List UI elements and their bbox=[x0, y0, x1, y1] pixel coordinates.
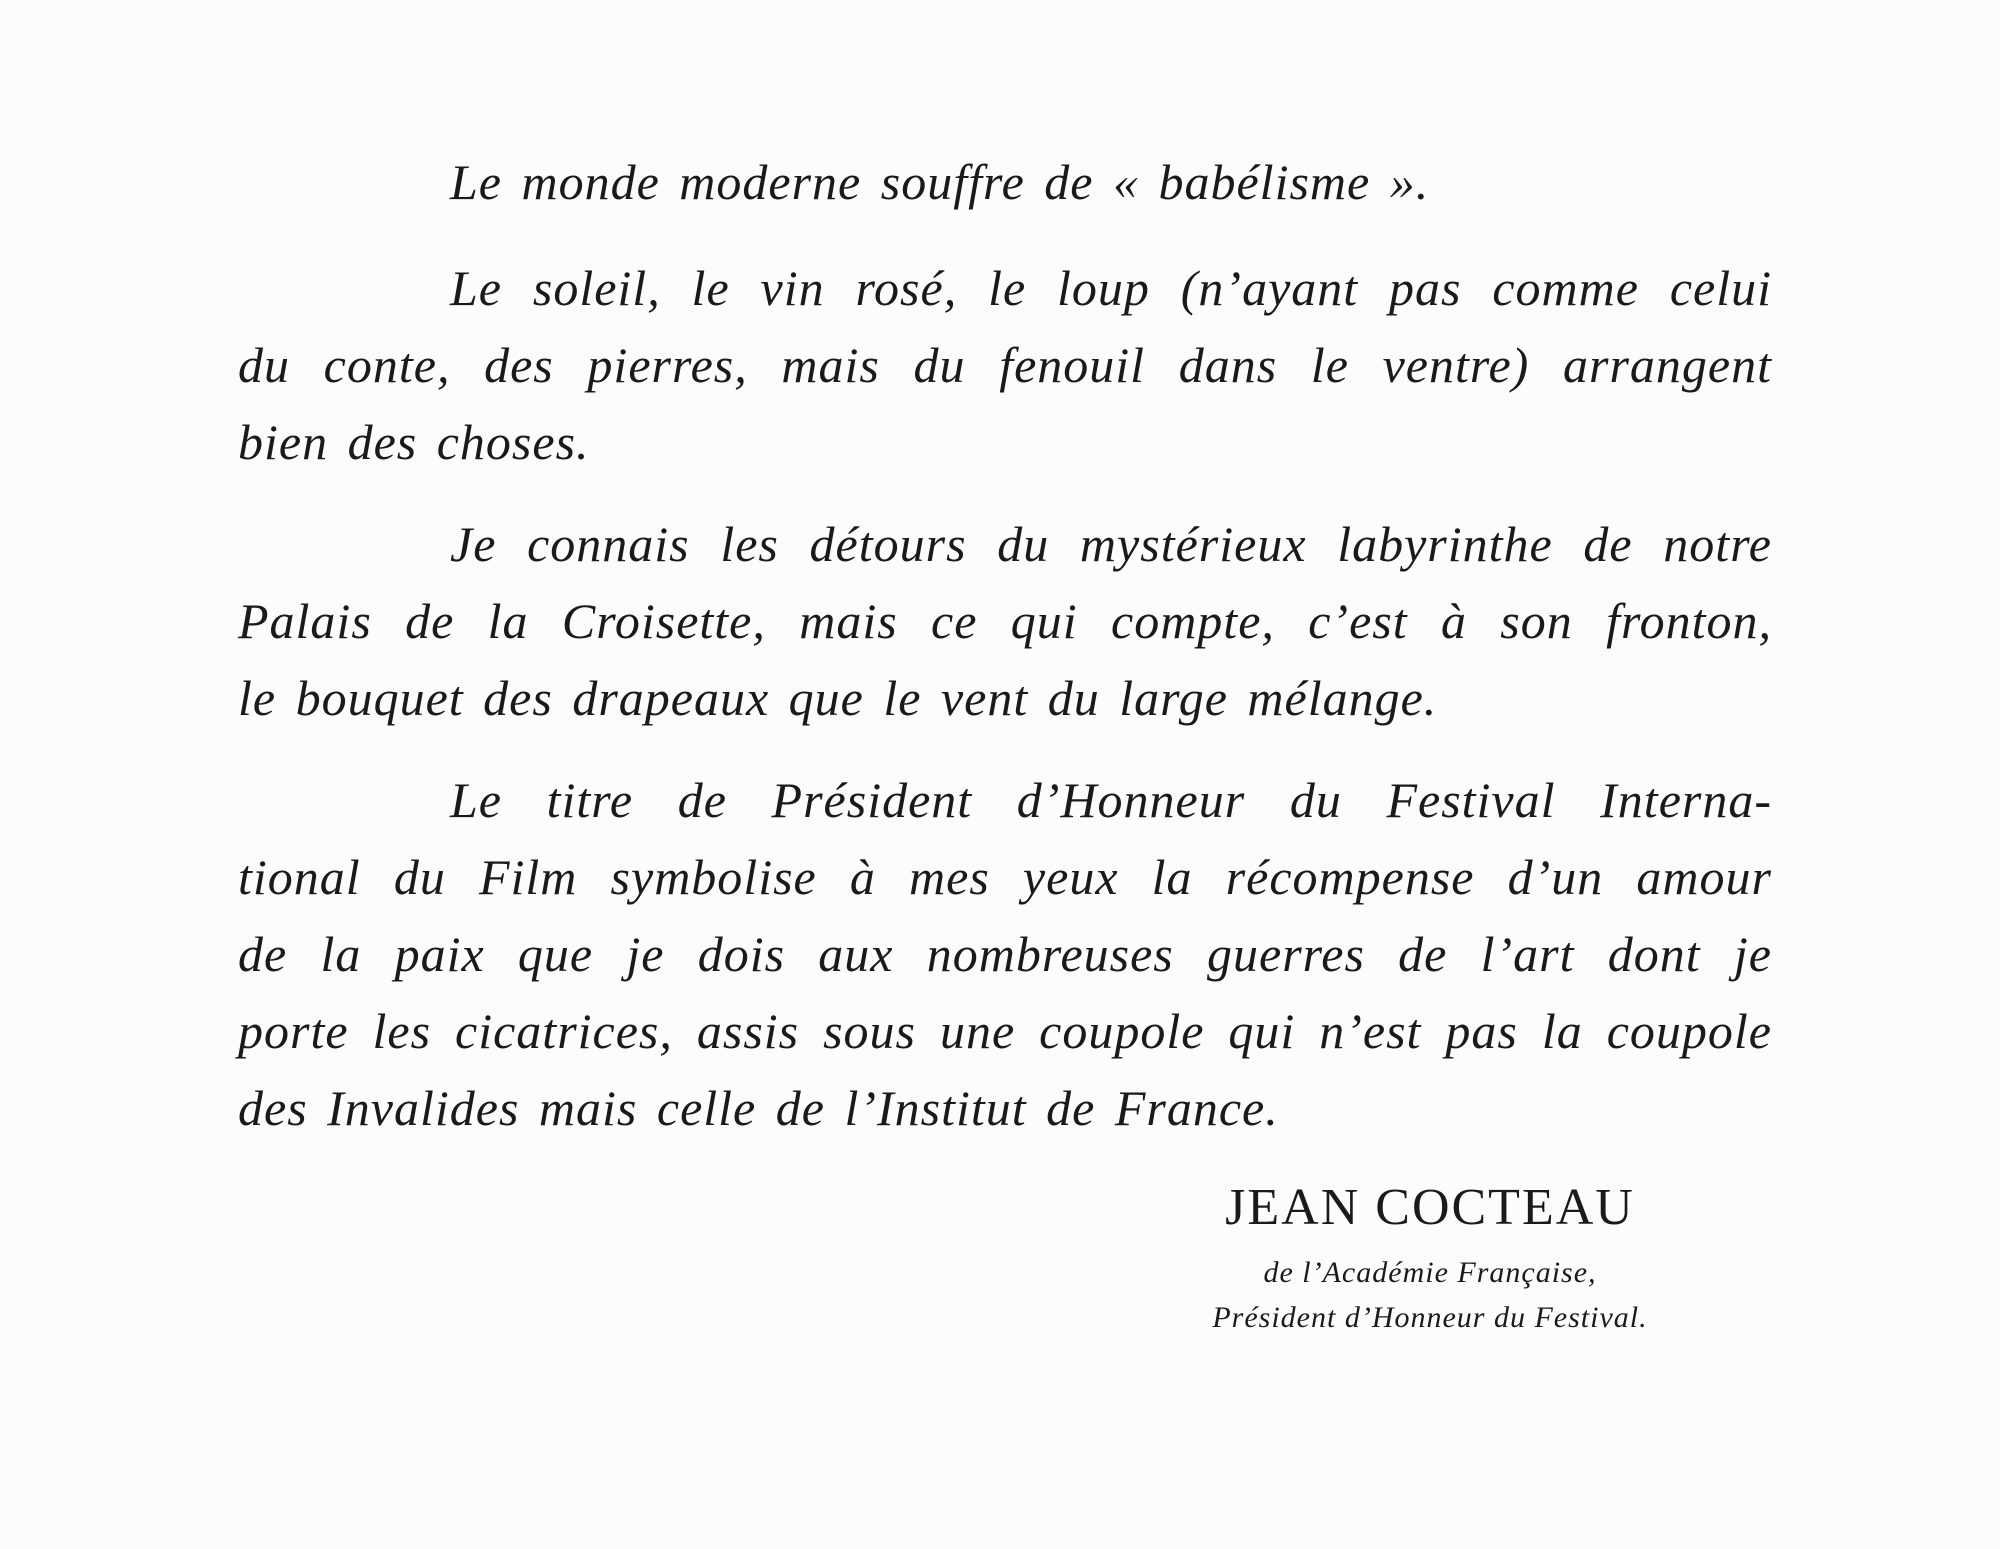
paragraph-4-line-2: tional du Film symbolise à mes yeux la récompense d’un amour bbox=[238, 849, 1772, 905]
signature-title-line-1: de l’Académie Française, bbox=[1263, 1256, 1597, 1289]
paragraph-3-line-2: Palais de la Croisette, mais ce qui compte, c’est à son fronton, bbox=[238, 593, 1772, 649]
paragraph-3-line-1: Je connais les détours du mystérieux labyrinthe de notre bbox=[450, 516, 1772, 572]
paragraph-2-line-2: du conte, des pierres, mais du fenouil dans le ventre) arrangent bbox=[238, 337, 1772, 393]
paragraph-4-line-4: porte les cicatrices, assis sous une coupole qui n’est pas la coupole bbox=[238, 1003, 1772, 1059]
paragraph-4-line-3: de la paix que je dois aux nombreuses guerres de l’art dont je bbox=[238, 926, 1772, 982]
signature-name: JEAN COCTEAU bbox=[1225, 1179, 1635, 1236]
paragraph-2-line-1: Le soleil, le vin rosé, le loup (n’ayant pas comme celui bbox=[450, 260, 1772, 316]
paragraph-2-line-3: bien des choses. bbox=[238, 414, 590, 470]
paragraph-1-line-1: Le monde moderne souffre de « babélisme ». bbox=[450, 154, 1430, 210]
paragraph-4-line-1: Le titre de Président d’Honneur du Festival Interna- bbox=[450, 772, 1772, 828]
signature-title-line-2: Président d’Honneur du Festival. bbox=[1212, 1301, 1648, 1334]
paragraph-4-line-5: des Invalides mais celle de l’Institut de France. bbox=[238, 1080, 1279, 1136]
paragraph-3-line-3: le bouquet des drapeaux que le vent du large mélange. bbox=[238, 670, 1438, 726]
